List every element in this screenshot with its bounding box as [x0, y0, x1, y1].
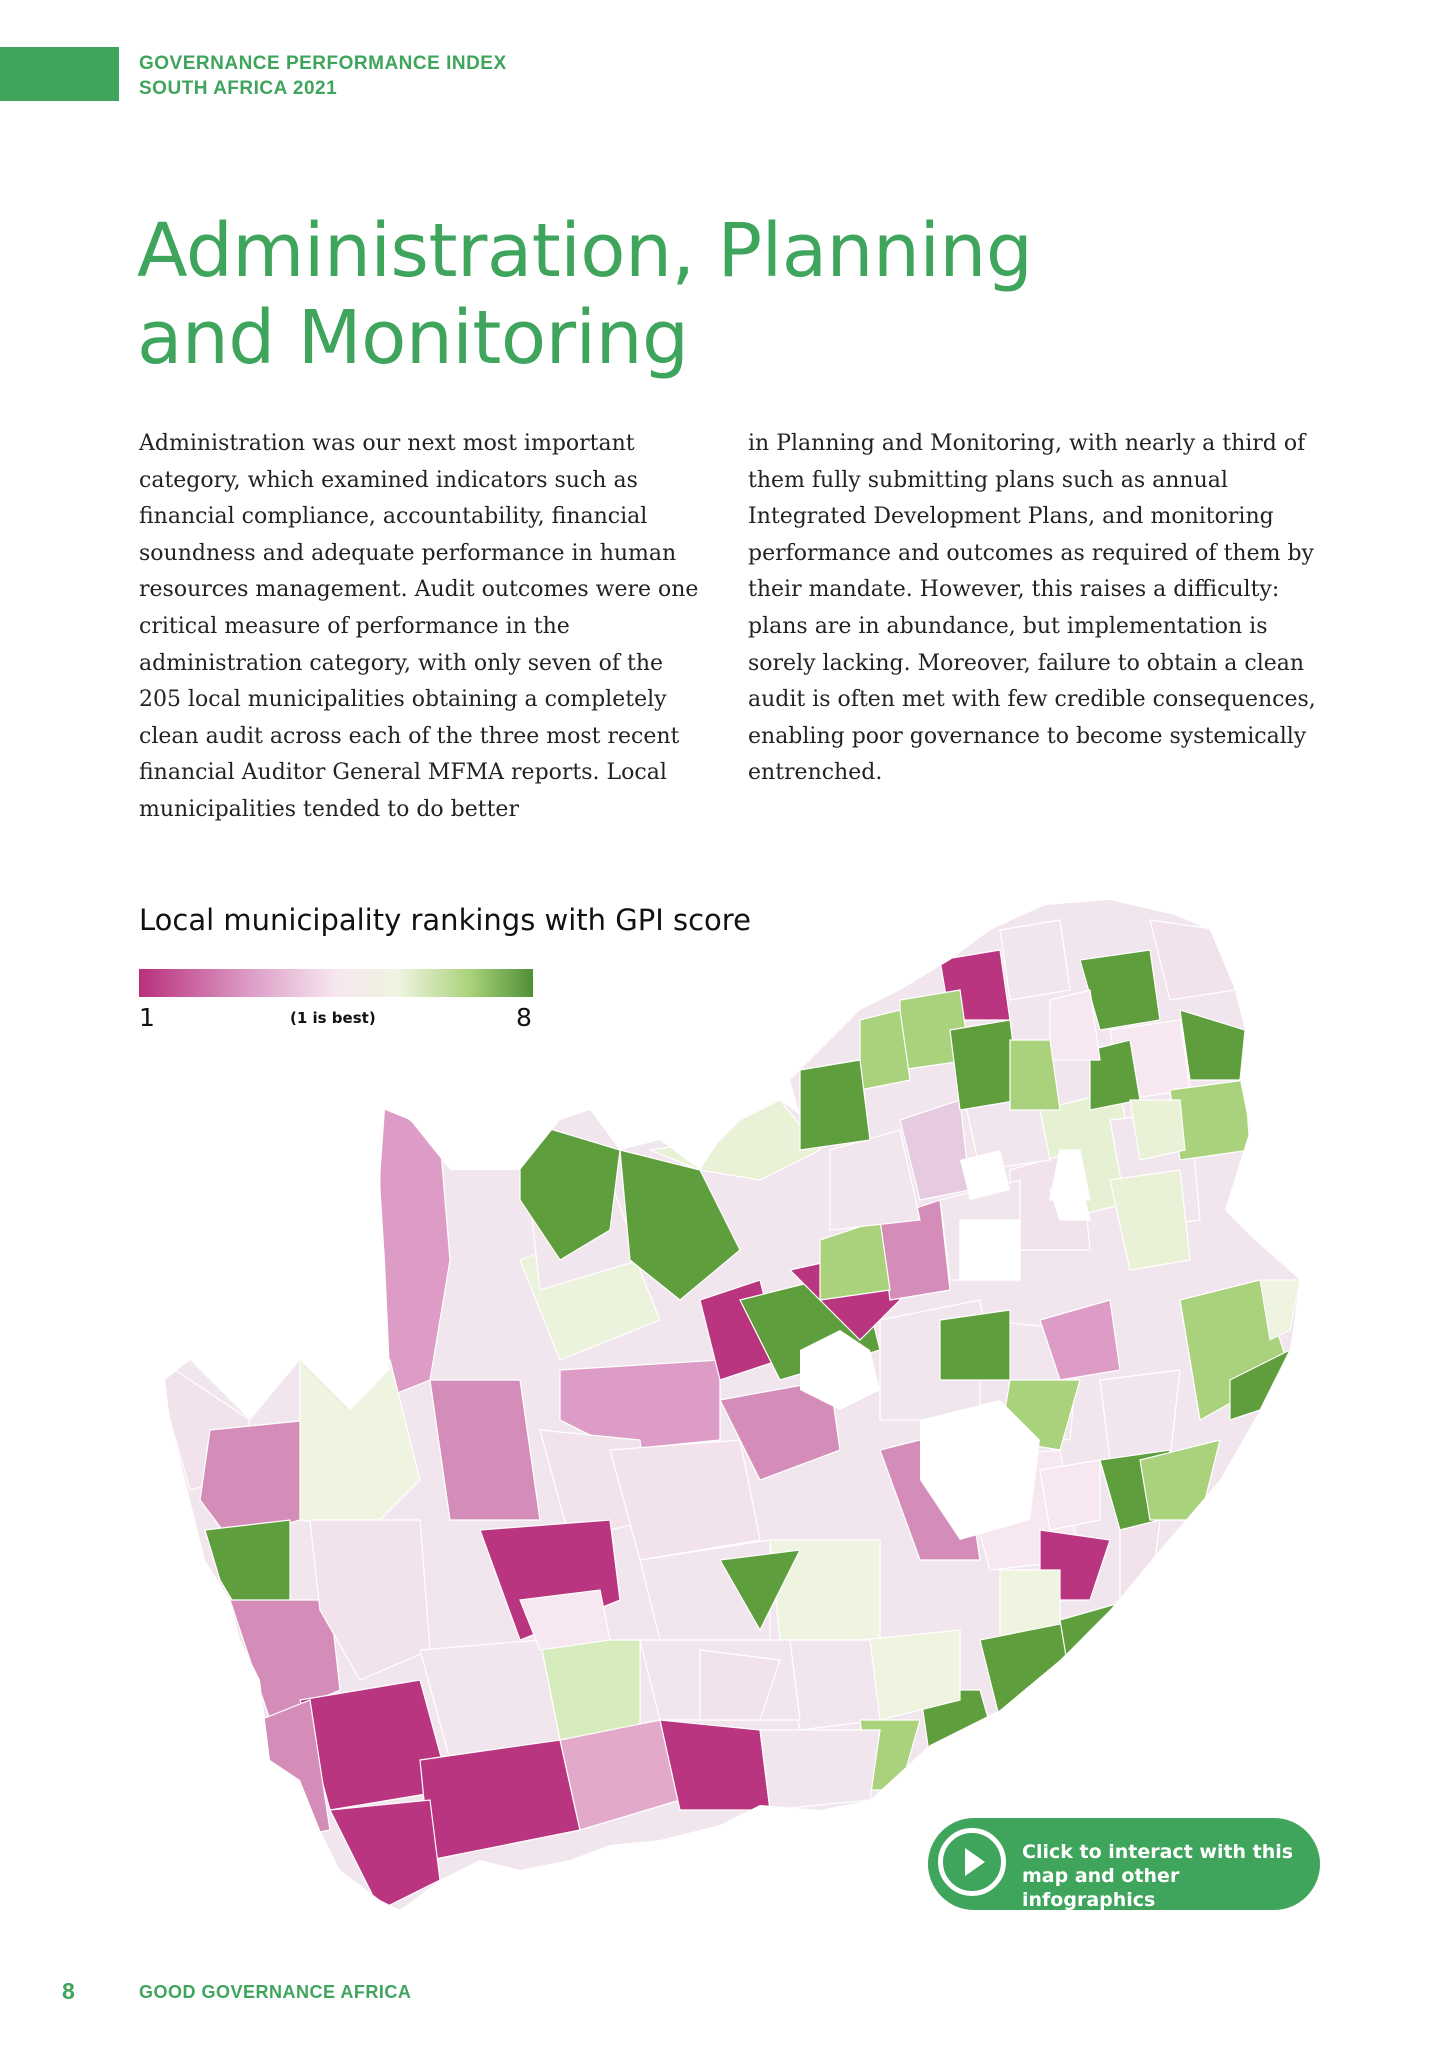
legend-color-scale: [139, 969, 533, 997]
page-number: 8: [62, 1978, 75, 2004]
map-title: Local municipality rankings with GPI score: [139, 903, 751, 937]
interactive-map-button[interactable]: [928, 1818, 1320, 1910]
municipality-choropleth-map[interactable]: [140, 900, 1320, 1930]
header-line-2: SOUTH AFRICA 2021: [139, 78, 338, 99]
legend-max-label: 8: [516, 1003, 532, 1032]
legend-min-label: 1: [139, 1003, 155, 1032]
title-line-1: Administration, Planning: [137, 208, 1033, 294]
header-accent-bar: [0, 47, 119, 101]
interactive-map-button-label: Click to interact with this map and other infographics: [1022, 1841, 1294, 1911]
running-header: [139, 51, 507, 101]
title-line-2: and Monitoring: [137, 295, 689, 381]
play-icon: [938, 1828, 1006, 1896]
page-title: [137, 208, 1137, 382]
body-text-column-1: Administration was our next most important category, which examined indicators such as financial compliance, accountability, financial soundness and adequate performance in human resources management. Audit outcomes were one critical measure of performance in the administration category, with only seven of the 205 local municipalities obtaining a completely clean audit across each of the three most recent financial Auditor General MFMA reports. Local municipalities tended to do better: [139, 431, 699, 822]
footer-org-name: GOOD GOVERNANCE AFRICA: [139, 1982, 412, 2002]
legend-note: (1 is best): [290, 1009, 376, 1027]
body-text-column-2: in Planning and Monitoring, with nearly a third of them fully submitting plans such as annual Integrated Development Plans, and monitoring performance and outcomes as required of them by their mandate. However, this raises a difficulty: plans are in abundance, but implementation is sorely lacking. Moreover, failure to obtain a clean audit is often met with few credible consequences, enabling poor governance to become systemically entrenched.: [748, 431, 1316, 786]
header-line-1: GOVERNANCE PERFORMANCE INDEX: [139, 53, 507, 74]
